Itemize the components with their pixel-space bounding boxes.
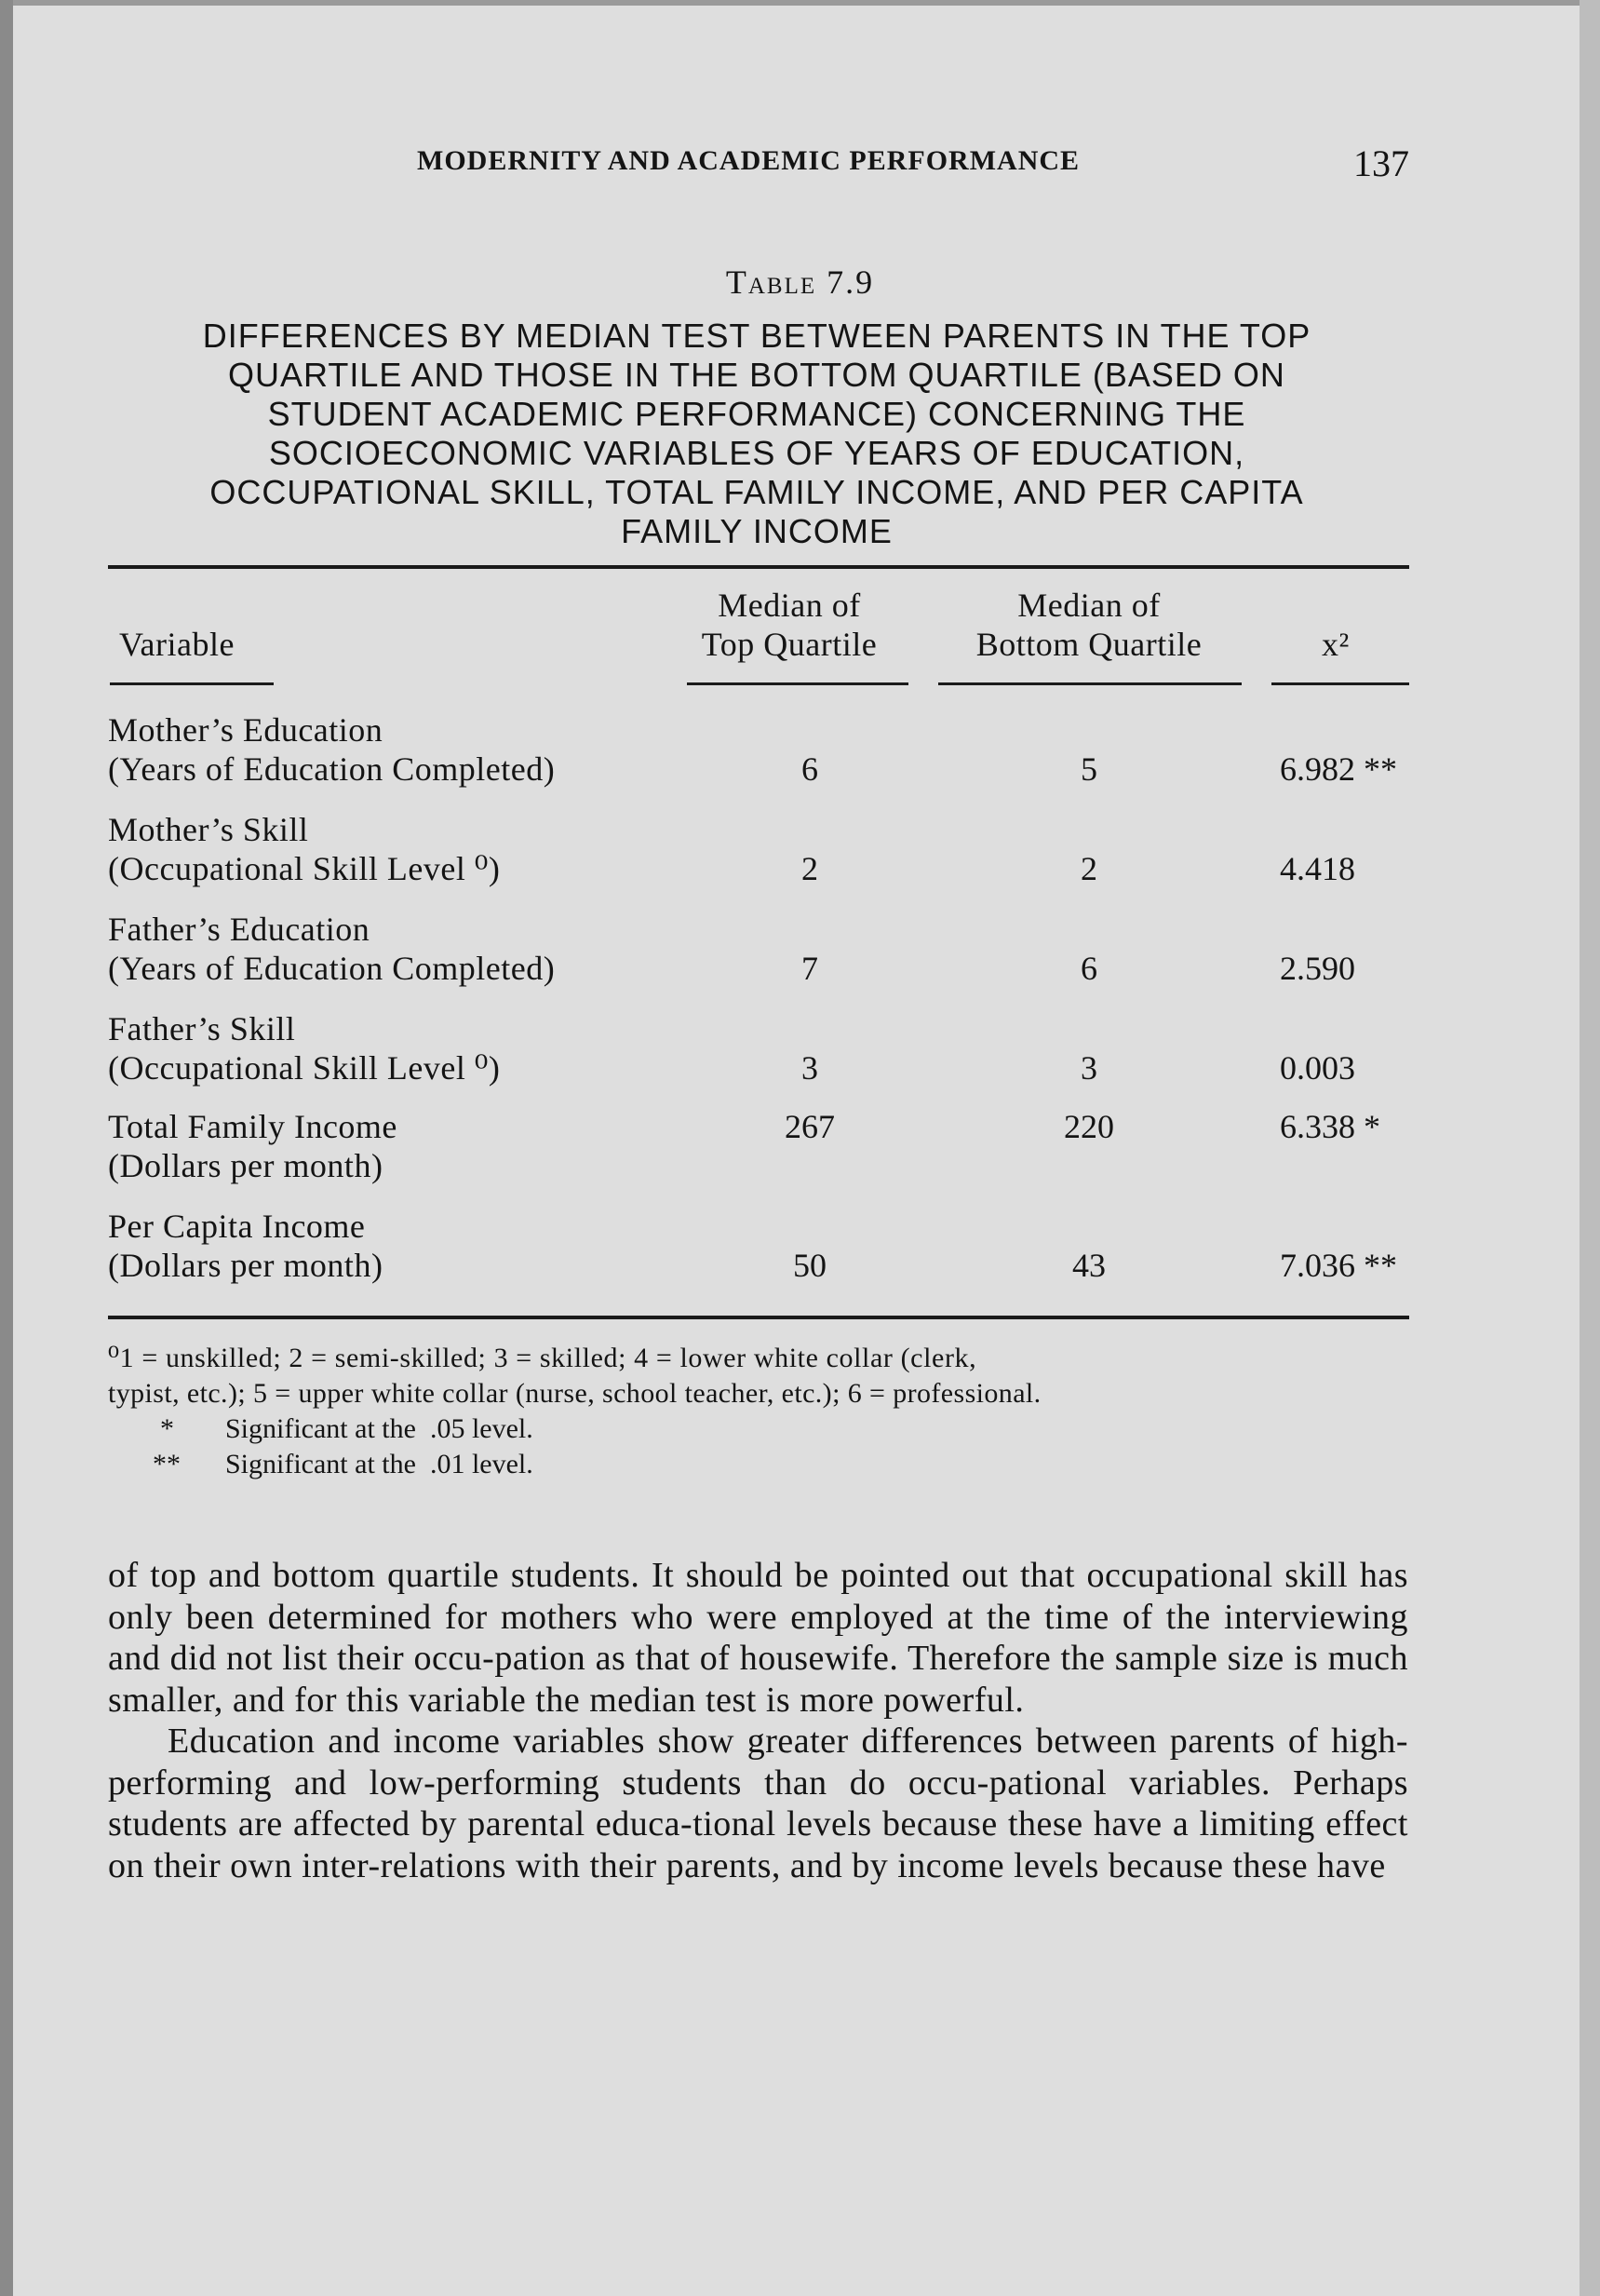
header-rule-variable — [110, 682, 274, 685]
row-label-line2: (Dollars per month) — [108, 1147, 383, 1184]
footnote-skill-line1: ⁰1 = unskilled; 2 = semi-skilled; 3 = skilled; 4 = lower white collar (clerk, — [108, 1343, 977, 1373]
row-label-line2: (Years of Education Completed) — [108, 750, 556, 788]
cell-top-quartile: 7 — [801, 950, 818, 987]
cell-bottom-quartile: 3 — [1081, 1049, 1097, 1087]
scan-edge-top — [0, 0, 1600, 6]
caption-line: QUARTILE AND THOSE IN THE BOTTOM QUARTILE (BASED ON — [228, 356, 1285, 394]
caption-line: OCCUPATIONAL SKILL, TOTAL FAMILY INCOME, AND PER CAPITA — [209, 473, 1304, 511]
body-text — [108, 1555, 1408, 1886]
footnote-text: Significant at the .01 level. — [225, 1449, 533, 1479]
row-label-line2: (Occupational Skill Level ⁰) — [108, 850, 501, 887]
scan-edge-right — [1580, 0, 1600, 2296]
cell-chi-square: 6.338 * — [1280, 1108, 1380, 1145]
row-label-line1: Father’s Skill — [108, 1010, 296, 1047]
cell-chi-square: 2.590 — [1280, 950, 1355, 987]
table-row-label — [108, 810, 704, 888]
cell-bottom-quartile: 43 — [1072, 1247, 1106, 1284]
cell-chi-square: 4.418 — [1280, 850, 1355, 887]
page-number: 137 — [1353, 142, 1409, 184]
header-rule-bottom — [938, 682, 1242, 685]
footnote-skill-line2: typist, etc.); 5 = upper white collar (nurse, school teacher, etc.); 6 = professional. — [108, 1378, 1042, 1409]
row-label-line1: Per Capita Income — [108, 1208, 366, 1245]
caption-line: FAMILY INCOME — [621, 512, 893, 550]
header-top-quartile — [668, 586, 910, 664]
header-bottom-line2: Bottom Quartile — [975, 626, 1203, 663]
table-row-label — [108, 910, 704, 988]
row-label-line2: (Occupational Skill Level ⁰) — [108, 1049, 501, 1087]
table-caption — [105, 317, 1408, 551]
header-variable: Variable — [119, 626, 235, 663]
row-label-line1: Mother’s Education — [108, 711, 383, 749]
cell-chi-square: 7.036 ** — [1280, 1247, 1397, 1284]
table-row-label — [108, 1207, 704, 1285]
row-label-line2: (Dollars per month) — [108, 1247, 383, 1284]
cell-top-quartile: 2 — [801, 850, 818, 887]
header-bottom-line1: Median of — [1017, 587, 1161, 624]
caption-line: SOCIOECONOMIC VARIABLES OF YEARS OF EDUCATION, — [268, 434, 1245, 472]
footnote-symbol: ** — [153, 1449, 181, 1479]
cell-top-quartile: 267 — [785, 1108, 835, 1145]
table-top-rule — [108, 565, 1409, 569]
table-label — [0, 263, 1600, 302]
cell-bottom-quartile: 6 — [1081, 950, 1097, 987]
header-bottom-quartile — [940, 586, 1238, 664]
cell-top-quartile: 3 — [801, 1049, 818, 1087]
cell-bottom-quartile: 220 — [1064, 1108, 1114, 1145]
header-rule-chi — [1271, 682, 1409, 685]
running-head — [110, 142, 1409, 186]
cell-chi-square: 0.003 — [1280, 1049, 1355, 1087]
body-paragraph: Education and income variables show greater differences between parents of high-performing and low-performing students than do occu-pational variables. Perhaps students are affected by parental educa-tional levels because these have a limiting effect on their own inter-relations with their parents, and by income levels because these have — [108, 1722, 1408, 1885]
body-paragraph: of top and bottom quartile students. It should be pointed out that occupational skill has only been determined for mothers who were employed at the time of the interviewing and did not list their occu-pation as that of housewife. Therefore the sample size is much smaller, and for this variable the median test is more powerful. — [108, 1556, 1408, 1720]
table-row-label — [108, 1009, 704, 1087]
table-label-text: Table 7.9 — [725, 263, 875, 301]
cell-top-quartile: 50 — [793, 1247, 827, 1284]
footnote-significance-05 — [108, 1411, 1411, 1447]
cell-chi-square: 6.982 ** — [1280, 750, 1397, 788]
row-label-line1: Total Family Income — [108, 1108, 397, 1145]
table-bottom-rule — [108, 1316, 1409, 1319]
caption-line: DIFFERENCES BY MEDIAN TEST BETWEEN PARENTS IN THE TOP — [202, 317, 1311, 355]
footnote-symbol: * — [160, 1413, 174, 1444]
header-top-line2: Top Quartile — [701, 626, 878, 663]
footnote-text: Significant at the .05 level. — [225, 1413, 533, 1444]
row-label-line1: Mother’s Skill — [108, 811, 309, 848]
caption-line: STUDENT ACADEMIC PERFORMANCE) CONCERNING THE — [267, 395, 1246, 433]
footnote-significance-01 — [108, 1447, 1411, 1482]
scan-edge-left — [0, 0, 13, 2296]
table-row-label — [108, 710, 704, 789]
cell-bottom-quartile: 2 — [1081, 850, 1097, 887]
cell-top-quartile: 6 — [801, 750, 818, 788]
header-chi-square: x² — [1322, 626, 1350, 663]
header-rule-top — [687, 682, 908, 685]
running-title: MODERNITY AND ACADEMIC PERFORMANCE — [417, 145, 1081, 176]
table-row-label — [108, 1107, 704, 1185]
row-label-line2: (Years of Education Completed) — [108, 950, 556, 987]
row-label-line1: Father’s Education — [108, 911, 370, 948]
header-top-line1: Median of — [718, 587, 861, 624]
cell-bottom-quartile: 5 — [1081, 750, 1097, 788]
table-footnotes — [108, 1341, 1411, 1482]
